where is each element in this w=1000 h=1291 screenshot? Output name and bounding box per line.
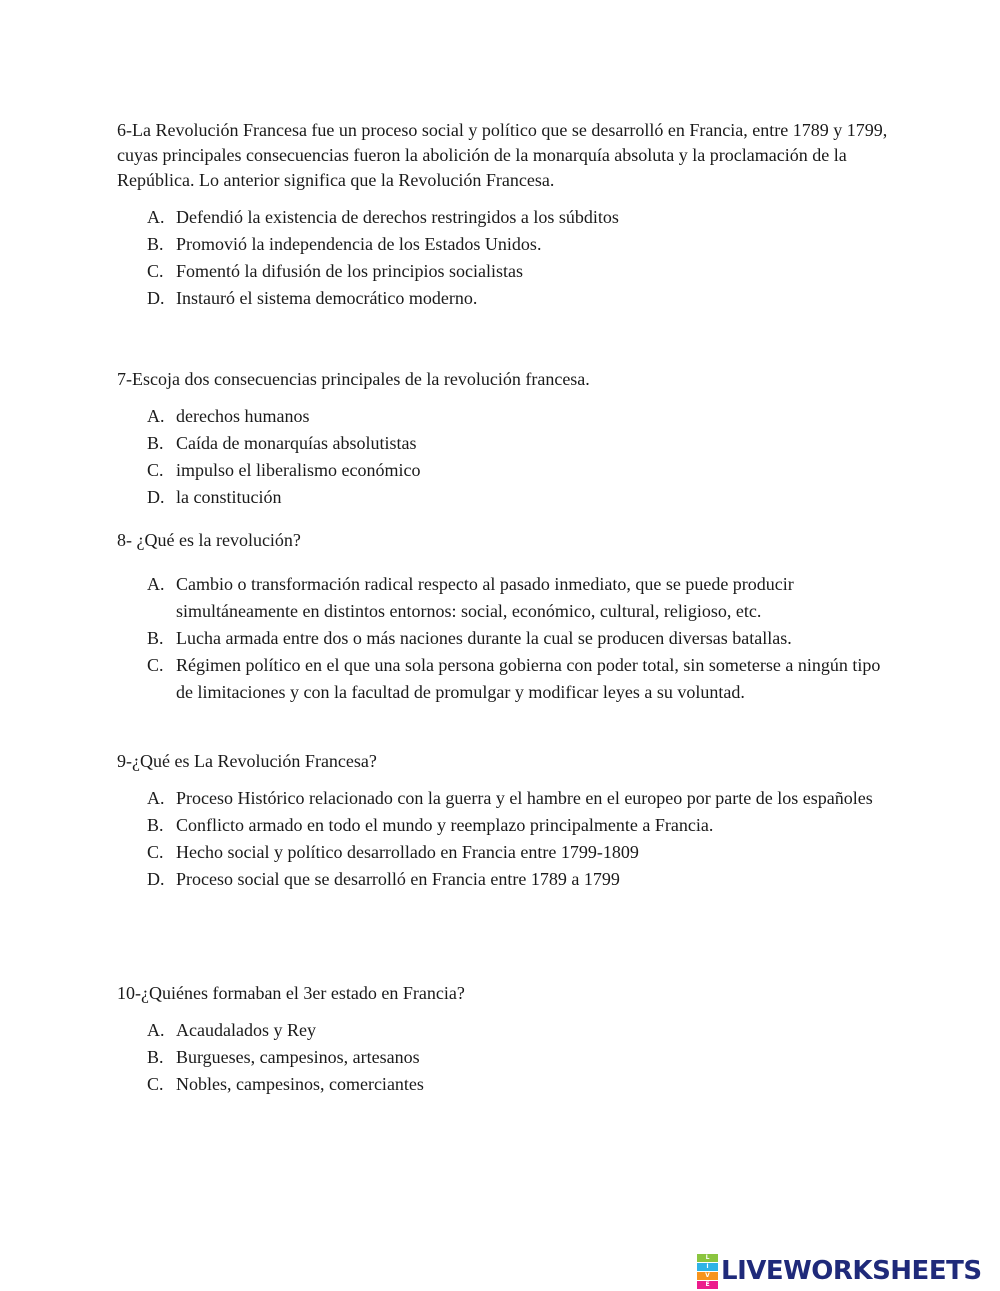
options-list [117,204,897,312]
option-text: Defendió la existencia de derechos restringidos a los súbditos [176,207,619,227]
option-letter: B. [147,815,164,835]
option-letter: A. [147,788,165,808]
option-letter: C. [147,261,164,281]
option-b[interactable] [117,812,897,839]
option-text: Acaudalados y Rey [176,1020,316,1040]
logo-mark-e: E [697,1281,718,1289]
option-d[interactable] [117,484,897,511]
option-a[interactable] [117,571,897,625]
option-letter: A. [147,1020,165,1040]
option-text: Proceso social que se desarrolló en Francia entre 1789 a 1799 [176,869,620,889]
option-d[interactable] [117,866,897,893]
option-text: impulso el liberalismo económico [176,460,421,480]
option-text: Hecho social y político desarrollado en Francia entre 1799-1809 [176,842,639,862]
options-list [117,403,897,511]
option-text: Burgueses, campesinos, artesanos [176,1047,420,1067]
option-text: derechos humanos [176,406,310,426]
option-b[interactable] [117,625,897,652]
logo-mark-l: L [697,1254,718,1262]
logo-text: LIVEWORKSHEETS [721,1256,982,1286]
option-text: la constitución [176,487,282,507]
options-list [117,785,897,893]
option-a[interactable] [117,204,897,231]
option-letter: B. [147,234,164,254]
logo-mark-i: I [697,1263,718,1271]
options-list [117,571,897,706]
option-b[interactable] [117,231,897,258]
logo-mark-icon [697,1254,718,1289]
option-letter: A. [147,574,165,594]
option-text: Promovió la independencia de los Estados Unidos. [176,234,542,254]
question-stem: 8- ¿Qué es la revolución? [117,530,301,550]
option-d[interactable] [117,285,897,312]
option-text: Proceso Histórico relacionado con la guerra y el hambre en el europeo por parte de los españoles [176,788,873,808]
option-c[interactable] [117,839,897,866]
option-text: Régimen político en el que una sola persona gobierna con poder total, sin someterse a ningún tipo de limitaciones y con la facultad de promulgar y modificar leyes a su voluntad. [176,655,881,702]
option-text: Fomentó la difusión de los principios socialistas [176,261,523,281]
option-text: Instauró el sistema democrático moderno. [176,288,478,308]
option-letter: C. [147,655,164,675]
option-letter: C. [147,460,164,480]
option-b[interactable] [117,430,897,457]
option-c[interactable] [117,652,897,706]
option-letter: B. [147,1047,164,1067]
question-stem: 6-La Revolución Francesa fue un proceso social y político que se desarrolló en Francia, entre 1789 y 1799, cuyas principales consecuencias fueron la abolición de la monarquía absoluta y la proclamación de la República. Lo anterior significa que la Revolución Francesa. [117,120,888,190]
option-c[interactable] [117,457,897,484]
option-letter: D. [147,487,165,507]
option-letter: B. [147,628,164,648]
question-6 [117,118,897,312]
option-letter: D. [147,288,165,308]
options-list [117,1017,897,1098]
option-text: Nobles, campesinos, comerciantes [176,1074,424,1094]
option-a[interactable] [117,785,897,812]
question-stem: 9-¿Qué es La Revolución Francesa? [117,751,377,771]
question-stem: 10-¿Quiénes formaban el 3er estado en Francia? [117,983,465,1003]
question-10 [117,981,897,1098]
option-text: Cambio o transformación radical respecto al pasado inmediato, que se puede producir simultáneamente en distintos entornos: social, económico, cultural, religioso, etc. [176,574,794,621]
option-letter: B. [147,433,164,453]
option-letter: A. [147,406,165,426]
option-letter: C. [147,842,164,862]
logo-mark-v: V [697,1272,718,1280]
option-letter: C. [147,1074,164,1094]
question-8 [117,528,897,706]
liveworksheets-logo [697,1253,982,1288]
question-stem: 7-Escoja dos consecuencias principales de la revolución francesa. [117,369,590,389]
option-text: Caída de monarquías absolutistas [176,433,417,453]
option-a[interactable] [117,403,897,430]
option-text: Conflicto armado en todo el mundo y reemplazo principalmente a Francia. [176,815,714,835]
option-letter: D. [147,869,165,889]
option-a[interactable] [117,1017,897,1044]
question-9 [117,749,897,893]
option-b[interactable] [117,1044,897,1071]
option-letter: A. [147,207,165,227]
question-7 [117,367,897,511]
option-text: Lucha armada entre dos o más naciones durante la cual se producen diversas batallas. [176,628,792,648]
option-c[interactable] [117,258,897,285]
option-c[interactable] [117,1071,897,1098]
